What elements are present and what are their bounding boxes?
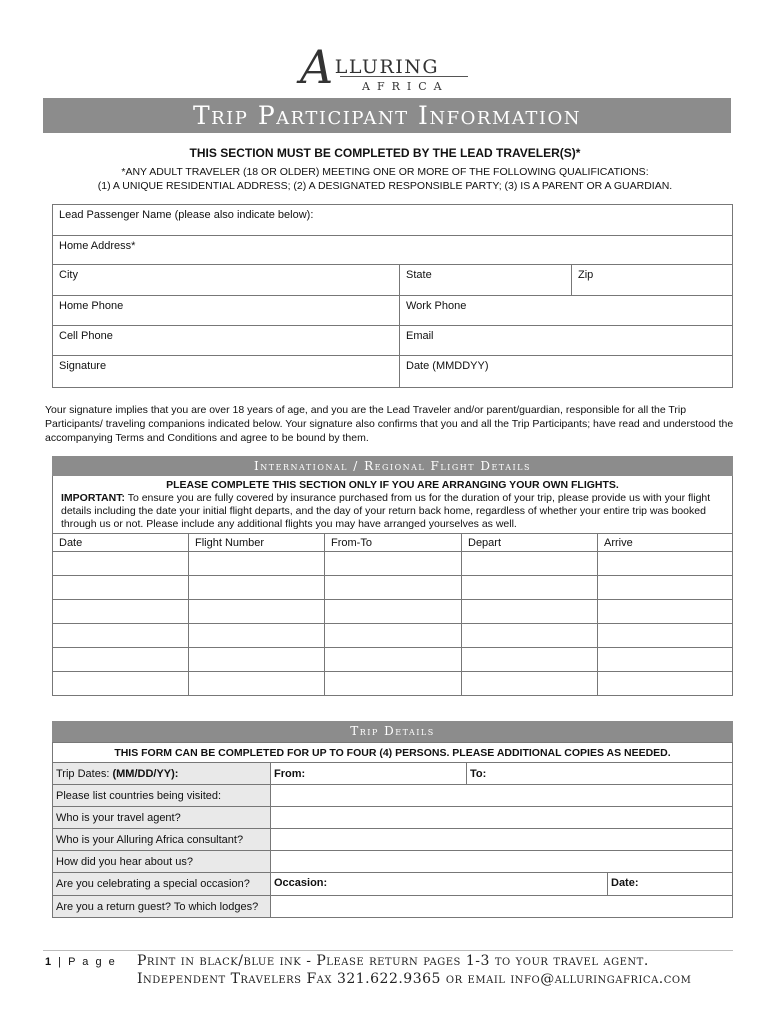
- flight-notice: PLEASE COMPLETE THIS SECTION ONLY IF YOU ARE ARRANGING YOUR OWN FLIGHTS.: [166, 479, 619, 491]
- lead-traveler-table: [52, 204, 733, 388]
- hear-about-field[interactable]: [271, 851, 733, 873]
- flight-cell[interactable]: [53, 600, 189, 624]
- flight-cell[interactable]: [598, 600, 733, 624]
- logo-initial: A: [300, 40, 335, 94]
- col-from-to: From-To: [325, 534, 462, 552]
- table-row: [53, 648, 733, 672]
- trip-details-section: [52, 721, 733, 918]
- home-address-field[interactable]: Home Address*: [53, 236, 733, 265]
- flight-cell[interactable]: [189, 552, 325, 576]
- flight-cell[interactable]: [598, 672, 733, 696]
- cell-phone-field[interactable]: Cell Phone: [53, 326, 400, 356]
- trip-dates-format: (MM/DD/YY):: [112, 767, 179, 780]
- zip-field[interactable]: Zip: [572, 265, 733, 296]
- flight-cell[interactable]: [53, 552, 189, 576]
- flight-cell[interactable]: [462, 672, 598, 696]
- trip-from-field[interactable]: From:: [271, 763, 467, 785]
- logo-divider: [340, 76, 468, 77]
- flight-cell[interactable]: [189, 672, 325, 696]
- page-word: P a g e: [68, 956, 117, 968]
- trip-section-heading: Trip Details: [52, 721, 733, 742]
- flight-cell[interactable]: [53, 648, 189, 672]
- flight-cell[interactable]: [462, 552, 598, 576]
- travel-agent-field[interactable]: [271, 807, 733, 829]
- occasion-field[interactable]: Occasion:: [271, 873, 608, 895]
- important-text: To ensure you are fully covered by insurance purchased from us for the duration of your trip, please provide us with your flight details including the date your initial flight departs, and the day of your return back home, regardless of whether your entire trip was booked through us or not. Please include any additional flights you may have arranged yourselves as well.: [61, 492, 711, 530]
- flight-intro: [52, 476, 733, 533]
- trip-dates-text: Trip Dates:: [56, 767, 113, 780]
- consultant-field[interactable]: [271, 829, 733, 851]
- work-phone-field[interactable]: Work Phone: [400, 296, 733, 326]
- signature-field[interactable]: Signature: [53, 356, 400, 388]
- return-guest-label: Are you a return guest? To which lodges?: [53, 896, 271, 918]
- page-number-value: 1: [45, 956, 54, 968]
- footer-instructions: [137, 952, 691, 988]
- signature-disclaimer: Your signature implies that you are over 18 years of age, and you are the Lead Traveler and/or parent/guardian, responsible for all the Trip Participants/ traveling companions indicated below. Your signature also confirms that you and all the Trip Participants; have read and understood the accompanying Terms and Conditions and agree to be bound by them.: [45, 404, 734, 444]
- flight-cell[interactable]: [598, 624, 733, 648]
- footer-divider: [43, 950, 733, 951]
- footer-line1: Print in black/blue ink - Please return pages 1-3 to your travel agent.: [137, 953, 649, 969]
- lead-note-line1: *ANY ADULT TRAVELER (18 OR OLDER) MEETING ONE OR MORE OF THE FOLLOWING QUALIFICATIONS:: [121, 166, 649, 178]
- col-arrive: Arrive: [598, 534, 733, 552]
- lead-name-field[interactable]: Lead Passenger Name (please also indicate below):: [53, 205, 733, 236]
- flight-cell[interactable]: [598, 576, 733, 600]
- flight-cell[interactable]: [325, 600, 462, 624]
- flight-details-section: [52, 456, 733, 696]
- trip-dates-label: [53, 763, 271, 785]
- email-field[interactable]: Email: [400, 326, 733, 356]
- logo-subtitle: AFRICA: [362, 80, 449, 93]
- col-date: Date: [53, 534, 189, 552]
- flight-cell[interactable]: [325, 672, 462, 696]
- occasion-date-field[interactable]: Date:: [611, 877, 639, 889]
- flight-cell[interactable]: [462, 600, 598, 624]
- flight-cell[interactable]: [462, 624, 598, 648]
- flight-cell[interactable]: [462, 648, 598, 672]
- flight-cell[interactable]: [598, 648, 733, 672]
- lead-section-heading: THIS SECTION MUST BE COMPLETED BY THE LEAD TRAVELER(S)*: [189, 146, 581, 160]
- logo-name-rest: LLURING: [334, 56, 440, 78]
- flight-cell[interactable]: [325, 576, 462, 600]
- important-label: IMPORTANT:: [61, 492, 125, 504]
- flight-cell[interactable]: [325, 624, 462, 648]
- lead-note-line2: (1) A UNIQUE RESIDENTIAL ADDRESS; (2) A DESIGNATED RESPONSIBLE PARTY; (3) IS A PARENT OR A GUARDIAN.: [97, 180, 673, 192]
- page-number-sep: |: [53, 956, 69, 968]
- city-field[interactable]: City: [53, 265, 400, 296]
- flight-section-heading: International / Regional Flight Details: [52, 456, 733, 476]
- flight-cell[interactable]: [598, 552, 733, 576]
- col-flight-number: Flight Number: [189, 534, 325, 552]
- footer-line2: Independent Travelers Fax 321.622.9365 or email info@alluringafrica.com: [137, 971, 692, 987]
- flight-cell[interactable]: [189, 648, 325, 672]
- table-row: [53, 600, 733, 624]
- col-depart: Depart: [462, 534, 598, 552]
- countries-field[interactable]: [271, 785, 733, 807]
- occasion-row: [271, 873, 732, 895]
- table-row: [53, 576, 733, 600]
- consultant-label: Who is your Alluring Africa consultant?: [53, 829, 271, 851]
- table-row: [53, 624, 733, 648]
- flight-cell[interactable]: [189, 576, 325, 600]
- page-title: Trip Participant Information: [43, 98, 731, 133]
- flight-cell[interactable]: [325, 552, 462, 576]
- date-field[interactable]: Date (MMDDYY): [400, 356, 733, 388]
- occasion-question-label: Are you celebrating a special occasion?: [53, 873, 271, 896]
- flight-cell[interactable]: [53, 576, 189, 600]
- state-field[interactable]: State: [400, 265, 572, 296]
- flight-cell[interactable]: [189, 600, 325, 624]
- table-row: [53, 672, 733, 696]
- return-guest-field[interactable]: [271, 896, 733, 918]
- trip-table: [52, 742, 733, 918]
- countries-label: Please list countries being visited:: [53, 785, 271, 807]
- trip-notice: THIS FORM CAN BE COMPLETED FOR UP TO FOUR (4) PERSONS. PLEASE ADDITIONAL COPIES AS NEEDED.: [53, 743, 733, 763]
- flight-table-header: [53, 534, 733, 552]
- travel-agent-label: Who is your travel agent?: [53, 807, 271, 829]
- page-number: [45, 956, 117, 968]
- flight-cell[interactable]: [53, 624, 189, 648]
- flight-cell[interactable]: [189, 624, 325, 648]
- hear-about-label: How did you hear about us?: [53, 851, 271, 873]
- home-phone-field[interactable]: Home Phone: [53, 296, 400, 326]
- table-row: [53, 552, 733, 576]
- flight-cell[interactable]: [462, 576, 598, 600]
- alluring-africa-logo: [300, 28, 480, 94]
- trip-to-field[interactable]: To:: [467, 763, 733, 785]
- occasion-cell: [271, 873, 733, 896]
- flight-table: [52, 533, 733, 696]
- flight-cell[interactable]: [53, 672, 189, 696]
- flight-important: [61, 492, 724, 531]
- flight-cell[interactable]: [325, 648, 462, 672]
